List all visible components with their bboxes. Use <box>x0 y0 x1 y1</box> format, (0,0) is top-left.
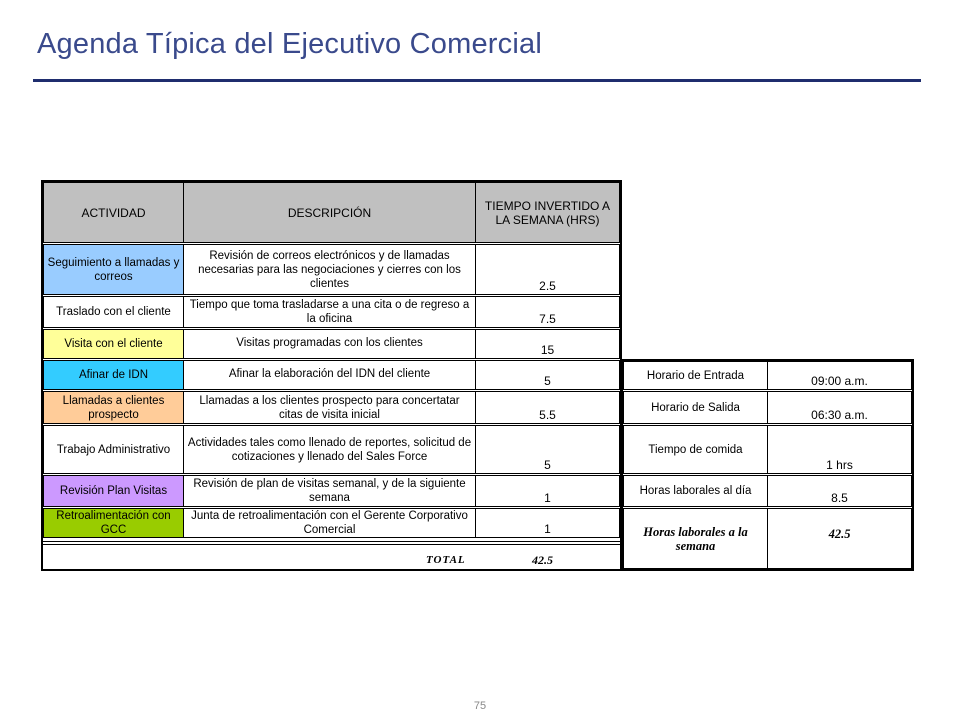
total-divider <box>43 541 620 542</box>
header-time: TIEMPO INVERTIDO A LA SEMANA (HRS) <box>475 182 620 243</box>
slide-title: Agenda Típica del Ejecutivo Comercial <box>37 28 542 60</box>
hours-cell: 1 <box>475 508 620 538</box>
activity-cell: Traslado con el cliente <box>43 296 184 328</box>
schedule-value: 42.5 <box>767 508 912 569</box>
activity-cell: Revisión Plan Visitas <box>43 475 184 507</box>
schedule-label: Horario de Salida <box>623 391 768 424</box>
description-cell: Actividades tales como llenado de reportes, solicitud de cotizaciones y llenado del Sales Force <box>183 425 476 474</box>
schedule-label: Horario de Entrada <box>623 361 768 390</box>
activity-cell: Llamadas a clientes prospecto <box>43 391 184 424</box>
description-cell: Revisión de plan de visitas semanal, y de la siguiente semana <box>183 475 476 507</box>
schedule-value: 8.5 <box>767 475 912 507</box>
schedule-label: Tiempo de comida <box>623 425 768 474</box>
description-cell: Visitas programadas con los clientes <box>183 329 476 359</box>
header-description: DESCRIPCIÓN <box>183 182 476 243</box>
schedule-value: 06:30 a.m. <box>767 391 912 424</box>
description-cell: Llamadas a los clientes prospecto para concertatar citas de visita inicial <box>183 391 476 424</box>
hours-cell: 5 <box>475 425 620 474</box>
hours-cell: 1 <box>475 475 620 507</box>
activity-cell: Retroalimentación con GCC <box>43 508 184 538</box>
hours-cell: 5.5 <box>475 391 620 424</box>
hours-cell: 5 <box>475 360 620 390</box>
description-cell: Revisión de correos electrónicos y de llamadas necesarias para las negociaciones y cierres con los clientes <box>183 244 476 295</box>
hours-cell: 7.5 <box>475 296 620 328</box>
schedule-label: Horas laborales a la semana <box>623 508 768 569</box>
activity-cell: Trabajo Administrativo <box>43 425 184 474</box>
activity-cell: Afinar de IDN <box>43 360 184 390</box>
activity-cell: Seguimiento a llamadas y correos <box>43 244 184 295</box>
description-cell: Afinar la elaboración del IDN del cliente <box>183 360 476 390</box>
hours-cell: 2.5 <box>475 244 620 295</box>
activity-cell: Visita con el cliente <box>43 329 184 359</box>
description-cell: Tiempo que toma trasladarse a una cita o de regreso a la oficina <box>183 296 476 328</box>
schedule-label: Horas laborales al día <box>623 475 768 507</box>
schedule-value: 09:00 a.m. <box>767 361 912 390</box>
title-divider <box>33 79 921 82</box>
total-divider <box>43 544 620 545</box>
header-activity: ACTIVIDAD <box>43 182 184 243</box>
hours-cell: 15 <box>475 329 620 359</box>
total-label: TOTAL <box>426 554 466 566</box>
total-value: 42.5 <box>532 553 553 567</box>
page-number: 75 <box>473 700 487 712</box>
schedule-value: 1 hrs <box>767 425 912 474</box>
description-cell: Junta de retroalimentación con el Gerente Corporativo Comercial <box>183 508 476 538</box>
